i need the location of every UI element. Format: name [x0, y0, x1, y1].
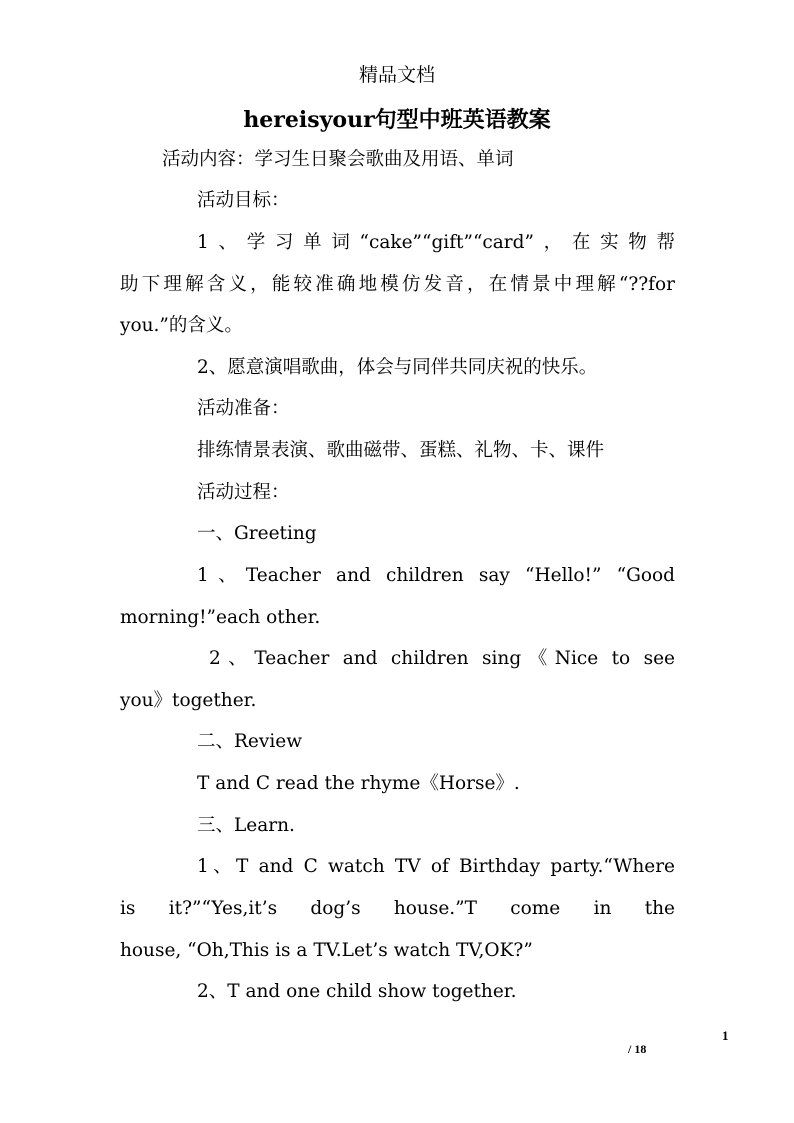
learn-step-2: 2、T and one child show together.	[197, 981, 517, 1002]
greeting-step-2-cont: you》together.	[120, 690, 257, 711]
learn-step-1-cont: is it?”“Yes,it’s dog’s house.”T come in the	[120, 898, 675, 919]
goal-1-line-end: you.”的含义。	[120, 315, 243, 336]
learn-step-1: 1、T and C watch TV of Birthday party.“Where	[197, 856, 675, 877]
greeting-step-2: 2、Teacher and children sing《Nice to see	[209, 648, 675, 669]
goal-1-line: 1、学习单词“cake”“gift”“card”，在实物帮	[197, 232, 675, 253]
learn-step-1-end: house, “Oh,This is a TV.Let’s watch TV,OK?”	[120, 940, 533, 961]
process-heading: 活动过程：	[197, 482, 290, 503]
activity-goals-heading: 活动目标：	[197, 190, 290, 211]
activity-content-line: 活动内容：学习生日聚会歌曲及用语、单词	[162, 149, 514, 170]
document-header: 精品文档	[358, 64, 435, 86]
page-number: 1	[722, 1028, 729, 1043]
goal-1-line-cont: 助下理解含义，能较准确地模仿发音，在情景中理解“??for	[120, 274, 675, 295]
section-review: 二、Review	[197, 731, 303, 752]
review-step: T and C read the rhyme《Horse》.	[197, 773, 520, 794]
section-learn: 三、Learn.	[197, 815, 295, 836]
preparation-items: 排练情景表演、歌曲磁带、蛋糕、礼物、卡、课件	[197, 440, 605, 461]
document-title: hereisyour句型中班英语教案	[243, 107, 551, 133]
greeting-step-1-cont: morning!”each other.	[120, 607, 321, 628]
goal-2-line: 2、愿意演唱歌曲，体会与同伴共同庆祝的快乐。	[197, 357, 598, 378]
preparation-heading: 活动准备：	[197, 398, 290, 419]
greeting-step-1: 1、Teacher and children say “Hello!” “Good	[197, 565, 675, 586]
page-total: / 18	[628, 1042, 647, 1056]
section-greeting: 一、Greeting	[197, 523, 317, 544]
